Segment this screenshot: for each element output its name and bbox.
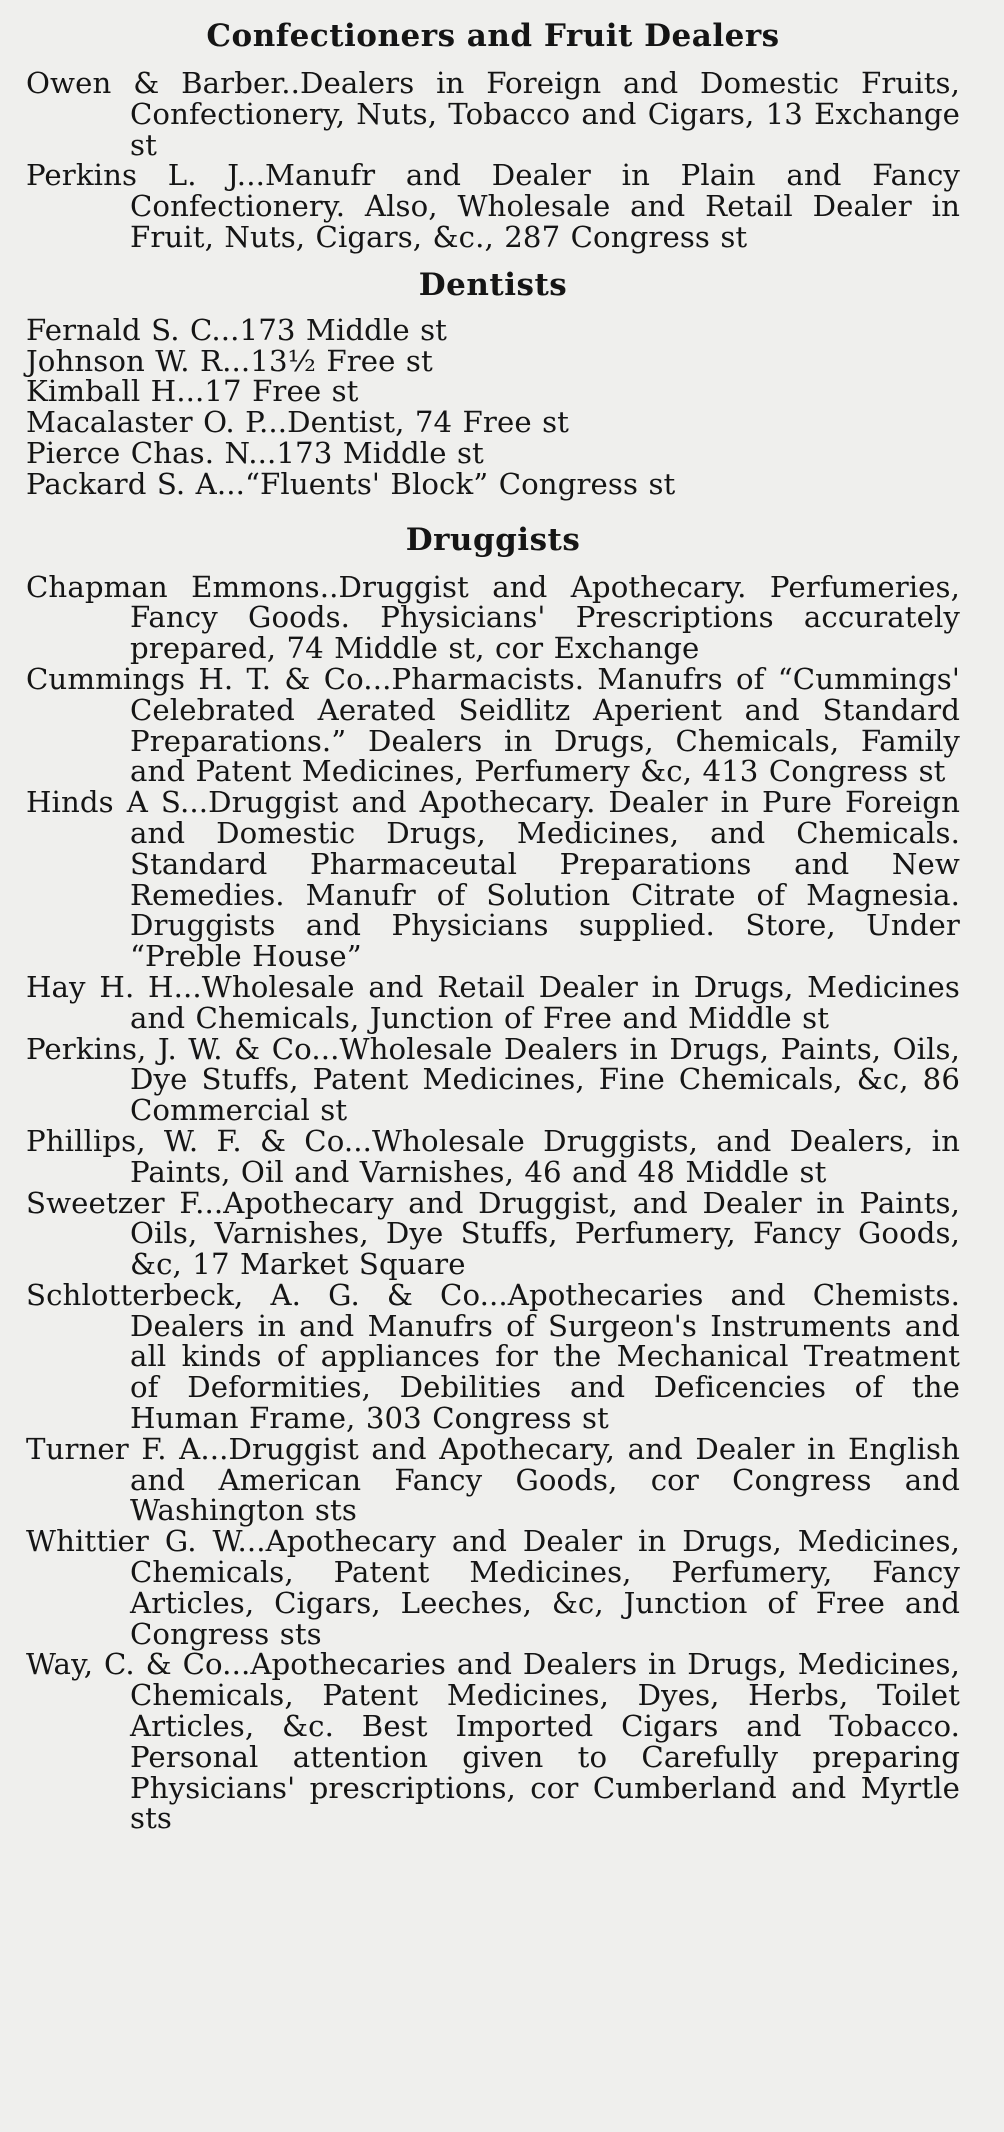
entry-description: Apothecaries and Dealers in Drugs, Medicines, Chemicals, Patent Medicines, Dyes, Herbs, Toilet Articles, &c. Best Imported Cigars and Tobacco. Personal attention given to Carefully preparing Physicians' prescriptions, cor Cumberland and Myrtle sts [130,1647,960,1836]
directory-entry: Chapman Emmons..Druggist and Apothecary. Perfumeries, Fancy Goods. Physicians' Prescriptions accurately prepared, 74 Middle st, cor Exchange [26,569,961,666]
entry-name: Phillips, W. F. & Co. [26,1123,354,1158]
entry-description: Manufr and Dealer in Plain and Fancy Confectionery. Also, Wholesale and Retail Dealer in Fruit, Nuts, Cigars, &c., 287 Congress st [130,158,960,254]
directory-entry: Macalaster O. P...Dentist, 74 Free st [26,405,569,440]
directory-entry: Perkins, J. W. & Co...Wholesale Dealers in Drugs, Paints, Oils, Dye Stuffs, Patent Medicines, Fine Chemicals, &c, 86 Commercial st [26,1031,960,1128]
directory-entry: Way, C. & Co...Apothecaries and Dealers in Drugs, Medicines, Chemicals, Patent Medicines, Dyes, Herbs, Toilet Articles, &c. Best Imported Cigars and Tobacco. Personal attention given to Carefully preparing Physicians' prescriptions, cor Cumberland and Myrtle sts [26,1647,960,1836]
entry-description: 17 Free st [204,374,359,409]
directory-entry: Hinds A S...Druggist and Apothecary. Dealer in Pure Foreign and Domestic Drugs, Medicines, and Chemicals. Standard Pharmaceutal Preparations and New Remedies. Manufr of Solution Citrate of Magnesia. Druggists and Physicians supplied. Store, Under “Preble House” [26,785,960,974]
entry-name: Cummings H. T. & Co. [26,661,373,696]
section-heading: Confectioners and Fruit Dealers [206,18,780,54]
section-heading: Dentists [418,266,568,303]
directory-entry: Perkins L. J...Manufr and Dealer in Plain and Fancy Confectionery. Also, Wholesale and Retail Dealer in Fruit, Nuts, Cigars, &c., 287 Congress st [26,158,960,254]
entry-description: Druggist and Apothecary. Perfumeries, Fancy Goods. Physicians' Prescriptions accurately prepared, 74 Middle st, cor Exchange [130,569,961,666]
directory-entry: Turner F. A...Druggist and Apothecary, and Dealer in English and American Fancy Goods, cor Congress and Washington sts [26,1431,960,1528]
entry-description: Wholesale and Retail Dealer in Drugs, Medicines and Chemicals, Junction of Free and Middle st [130,969,960,1035]
entry-description: Pharmacists. Manufrs of “Cummings' Celebrated Aerated Seidlitz Aperient and Standard Preparations.” Dealers in Drugs, Chemicals, Family and Patent Medicines, Perfumery &c, 413 Congress st [130,661,961,789]
section-heading: Druggists [405,521,581,558]
entry-description: Wholesale Druggists, and Dealers, in Paints, Oil and Varnishes, 46 and 48 Middle st [130,1123,960,1189]
entry-description: Druggist and Apothecary. Dealer in Pure Foreign and Domestic Drugs, Medicines, and Chemicals. Standard Pharmaceutal Preparations and New Remedies. Manufr of Solution Citrate of Magnesia. Druggists and Physicians supplied. Store, Under “Preble House” [130,785,960,974]
entry-name: Owen & Barber [26,66,282,100]
directory-entry: Whittier G. W...Apothecary and Dealer in Drugs, Medicines, Chemicals, Patent Medicines, Perfumery, Fancy Articles, Cigars, Leeches, &c, Junction of Free and Congress sts [26,1524,960,1651]
entry-name: Kimball H. [26,374,186,409]
entry-name: Hinds A S. [26,785,190,820]
entry-description: Druggist and Apothecary, and Dealer in English and American Fancy Goods, cor Congress and Washington sts [130,1431,960,1528]
directory-entry: Cummings H. T. & Co...Pharmacists. Manufrs of “Cummings' Celebrated Aerated Seidlitz Aperient and Standard Preparations.” Dealers in Drugs, Chemicals, Family and Patent Medicines, Perfumery &c, 413 Congress st [26,661,961,789]
entry-name: Pierce Chas. N. [26,435,258,470]
entry-name: Hay H. H. [26,969,183,1004]
section-confectioners-fruit-dealers [26,18,960,253]
entry-description: 173 Middle st [276,435,484,470]
directory-entry: Hay H. H...Wholesale and Retail Dealer in Drugs, Medicines and Chemicals, Junction of Free and Middle st [26,969,960,1035]
entry-name: Fernald S. C. [26,312,221,347]
entry-name: Turner F. A. [26,1431,210,1466]
entry-name: Perkins L. J. [26,158,247,193]
entry-name: Way, C. & Co. [26,1647,232,1682]
entry-description: Dentist, 74 Free st [287,405,569,440]
entry-name: Perkins, J. W. & Co. [26,1031,321,1066]
entry-description: Wholesale Dealers in Drugs, Paints, Oils, Dye Stuffs, Patent Medicines, Fine Chemicals, &c, 86 Commercial st [130,1031,960,1128]
directory-entry: Fernald S. C...173 Middle st [26,312,448,347]
entry-description: Apothecaries and Chemists. Dealers in and Manufrs of Surgeon's Instruments and all kinds of appliances for the Mechanical Treatment of Deformities, Debilities and Deficencies of the Human Frame, 303 Congress st [130,1277,960,1436]
cropped-header-fragment [26,4,960,14]
directory-entry: Sweetzer F...Apothecary and Druggist, and Dealer in Paints, Oils, Varnishes, Dye Stuffs, Perfumery, Fancy Goods, &c, 17 Market Square [26,1185,960,1282]
section-dentists [26,267,960,500]
entry-description: 13½ Free st [250,343,433,378]
entry-name: Packard S. A. [26,466,227,501]
directory-entry: Schlotterbeck, A. G. & Co...Apothecaries and Chemists. Dealers in and Manufrs of Surgeon's Instruments and all kinds of appliances for the Mechanical Treatment of Deformities, Debilities and Deficencies of the Human Frame, 303 Congress st [26,1277,960,1436]
entry-name: Chapman Emmons [26,569,320,604]
directory-entry: Phillips, W. F. & Co...Wholesale Druggists, and Dealers, in Paints, Oil and Varnishes, 46 and 48 Middle st [26,1123,960,1189]
entry-name: Johnson W. R. [26,343,232,378]
entry-description: 173 Middle st [239,312,448,347]
entry-description: Apothecary and Dealer in Drugs, Medicines, Chemicals, Patent Medicines, Perfumery, Fancy Articles, Cigars, Leeches, &c, Junction of Free and Congress sts [130,1524,960,1651]
entry-name: Whittier G. W. [26,1524,247,1559]
entry-name: Sweetzer F. [26,1185,205,1220]
section-druggists [26,522,960,1835]
entry-description: Apothecary and Druggist, and Dealer in Paints, Oils, Varnishes, Dye Stuffs, Perfumery, Fancy Goods, &c, 17 Market Square [130,1185,960,1282]
directory-entry: Pierce Chas. N...173 Middle st [26,435,484,470]
entry-description: Dealers in Foreign and Domestic Fruits, Confectionery, Nuts, Tobacco and Cigars, 13 Exchange st [130,66,960,162]
entry-name: Schlotterbeck, A. G. & Co. [26,1277,490,1312]
directory-entry: Kimball H...17 Free st [26,374,359,409]
directory-entry: Owen & Barber..Dealers in Foreign and Domestic Fruits, Confectionery, Nuts, Tobacco and Cigars, 13 Exchange st [26,66,960,162]
directory-entry: Packard S. A...“Fluents' Block” Congress st [26,466,676,501]
entry-name: Macalaster O. P. [26,405,269,440]
directory-entry: Johnson W. R...13½ Free st [26,343,433,378]
entry-description: “Fluents' Block” Congress st [245,466,676,501]
